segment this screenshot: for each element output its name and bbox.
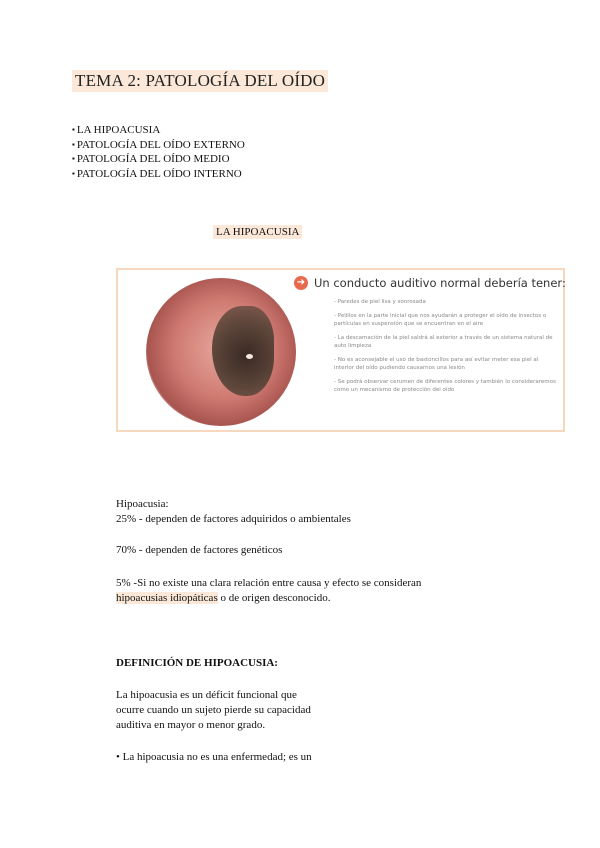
- toc-item: ▪ PATOLOGÍA DEL OÍDO INTERNO: [72, 167, 245, 182]
- toc-item: ▪ PATOLOGÍA DEL OÍDO EXTERNO: [72, 138, 245, 153]
- stats-label: Hipoacusia:: [116, 498, 169, 510]
- figure-header: [294, 276, 566, 290]
- definition-line: La hipoacusia es un déficit funcional que: [116, 689, 297, 701]
- arrow-right-icon: ➜: [294, 276, 308, 290]
- figure-list-item: - Se podrá observar cerumen de diferentes colores y también lo consideraremos como un mecanismo de protección del oído: [334, 378, 556, 393]
- stat-text: o de origen desconocido.: [217, 592, 331, 604]
- stat-percent: 5%: [116, 577, 131, 589]
- figure-list: [334, 298, 556, 400]
- figure-title: Un conducto auditivo normal debería tener:: [314, 276, 566, 290]
- stat-text: - dependen de factores genéticos: [136, 544, 283, 556]
- figure-list-item: - No es aconsejable el uso de bastoncillos para así evitar meter esa piel al interior del oído pudiendo causarnos una lesión: [334, 356, 539, 371]
- definition-line: auditiva en mayor o menor grado.: [116, 719, 266, 731]
- stat-line-2: [116, 543, 282, 557]
- stat-text: -Si no existe una clara relación entre causa y efecto se consideran: [130, 577, 422, 589]
- table-of-contents: [72, 123, 245, 181]
- figure-list-item: - Paredes de piel lisa y sonrosada: [334, 299, 426, 305]
- section-heading: LA HIPOACUSIA: [213, 225, 302, 239]
- ear-canal-opening: [212, 306, 274, 396]
- definition-line: ocurre cuando un sujeto pierde su capacidad: [116, 704, 311, 716]
- toc-item: ▪ LA HIPOACUSIA: [72, 123, 245, 138]
- stat-percent: 70%: [116, 544, 137, 556]
- stat-percent: 25%: [116, 513, 137, 525]
- stat-text: - dependen de factores adquiridos o ambientales: [136, 513, 351, 525]
- definition-heading: DEFINICIÓN DE HIPOACUSIA:: [116, 657, 278, 669]
- page-title: TEMA 2: PATOLOGÍA DEL OÍDO: [72, 70, 328, 92]
- stat-line-4: [116, 591, 330, 605]
- photo-highlight: [246, 354, 253, 359]
- toc-item: ▪ PATOLOGÍA DEL OÍDO MEDIO: [72, 152, 245, 167]
- definition-bullet: • La hipoacusia no es una enfermedad; es un: [116, 751, 312, 763]
- stat-line-3: [116, 576, 421, 590]
- ear-canal-figure: [116, 268, 565, 432]
- figure-list-item: - La descamación de la piel saldrá al exterior a través de un sistema natural de auto limpieza: [334, 334, 553, 349]
- highlighted-term: hipoacusias idiopáticas: [116, 592, 218, 604]
- stat-line-1: [116, 512, 351, 526]
- figure-list-item: - Pelillos en la parte inicial que nos ayudarán a proteger el oído de insectos o partículas en suspensión que se encuentran en el aire: [334, 312, 547, 327]
